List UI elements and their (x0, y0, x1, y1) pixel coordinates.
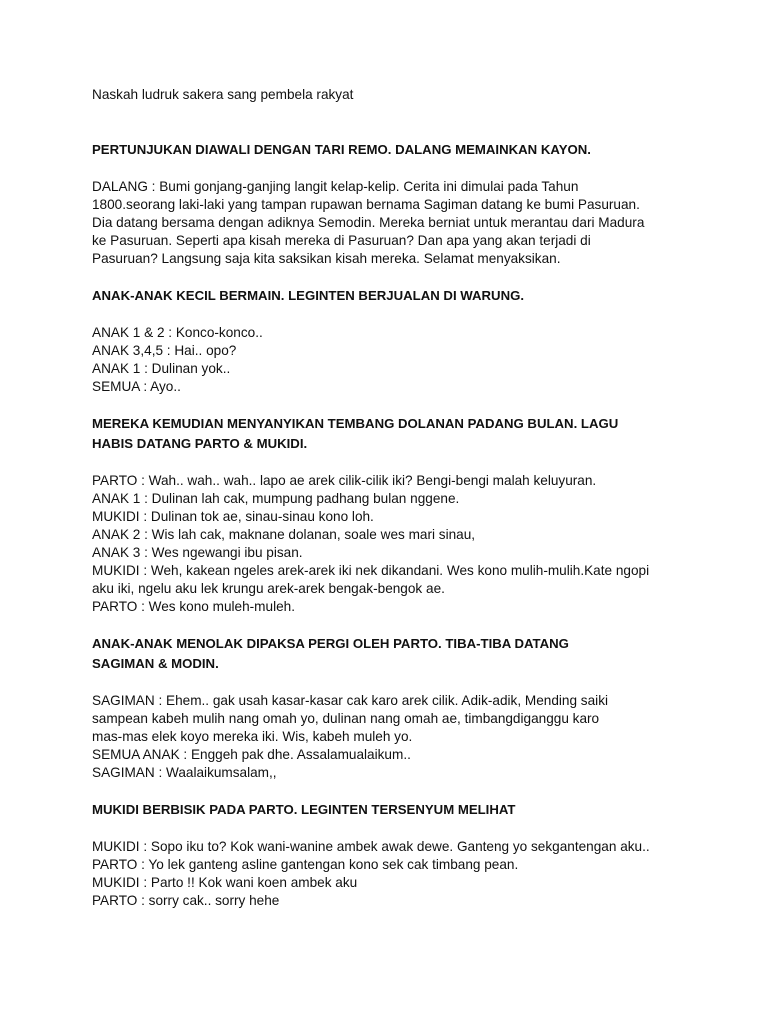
stage-direction-line: MEREKA KEMUDIAN MENYANYIKAN TEMBANG DOLANAN PADANG BULAN. LAGU (92, 416, 619, 431)
dialogue-line: mas-mas elek koyo mereka iki. Wis, kabeh muleh yo. (92, 729, 413, 744)
stage-direction-3 (92, 414, 692, 454)
stage-direction-1 (92, 140, 692, 160)
dialogue-line: ANAK 3,4,5 : Hai.. opo? (92, 343, 237, 358)
dialogue-block-2 (92, 324, 692, 396)
stage-direction-4 (92, 634, 692, 674)
dialogue-line: 1800.seorang laki-laki yang tampan rupawan bernama Sagiman datang ke bumi Pasuruan. (92, 197, 640, 212)
dialogue-line: MUKIDI : Sopo iku to? Kok wani-wanine ambek awak dewe. Ganteng yo sekgantengan aku.. (92, 839, 650, 854)
stage-direction-line: PERTUNJUKAN DIAWALI DENGAN TARI REMO. DALANG MEMAINKAN KAYON. (92, 142, 591, 157)
dialogue-block-3 (92, 472, 692, 616)
dialogue-line: SEMUA ANAK : Enggeh pak dhe. Assalamualaikum.. (92, 747, 411, 762)
dialogue-line: Dia datang bersama dengan adiknya Semodin. Mereka berniat untuk merantau dari Madura (92, 215, 645, 230)
stage-direction-line: ANAK-ANAK KECIL BERMAIN. LEGINTEN BERJUALAN DI WARUNG. (92, 288, 525, 303)
dialogue-line: sampean kabeh mulih nang omah yo, dulinan nang omah ae, timbangdiganggu karo (92, 711, 600, 726)
dialogue-line: PARTO : Yo lek ganteng asline gantengan kono sek cak timbang pean. (92, 857, 519, 872)
dialogue-line: ANAK 3 : Wes ngewangi ibu pisan. (92, 545, 303, 560)
document-title: Naskah ludruk sakera sang pembela rakyat (92, 87, 354, 102)
dialogue-line: MUKIDI : Dulinan tok ae, sinau-sinau kono loh. (92, 509, 374, 524)
stage-direction-line: MUKIDI BERBISIK PADA PARTO. LEGINTEN TERSENYUM MELIHAT (92, 802, 516, 817)
stage-direction-line: SAGIMAN & MODIN. (92, 656, 219, 671)
dialogue-line: SAGIMAN : Waalaikumsalam,, (92, 765, 277, 780)
dialogue-line: MUKIDI : Parto !! Kok wani koen ambek aku (92, 875, 358, 890)
dialogue-line: DALANG : Bumi gonjang-ganjing langit kelap-kelip. Cerita ini dimulai pada Tahun (92, 179, 579, 194)
dialogue-line: PARTO : sorry cak.. sorry hehe (92, 893, 280, 908)
stage-direction-2 (92, 286, 692, 306)
dialogue-line: PARTO : Wes kono muleh-muleh. (92, 599, 295, 614)
dialogue-line: Pasuruan? Langsung saja kita saksikan kisah mereka. Selamat menyaksikan. (92, 251, 561, 266)
dialogue-line: ANAK 1 & 2 : Konco-konco.. (92, 325, 263, 340)
dialogue-line: SAGIMAN : Ehem.. gak usah kasar-kasar cak karo arek cilik. Adik-adik, Mending saiki (92, 693, 609, 708)
dialogue-line: aku iki, ngelu aku lek krungu arek-arek bengak-bengok ae. (92, 581, 445, 596)
dialogue-line: SEMUA : Ayo.. (92, 379, 181, 394)
dialogue-block-5 (92, 838, 692, 910)
dialogue-line: MUKIDI : Weh, kakean ngeles arek-arek iki nek dikandani. Wes kono mulih-mulih.Kate ngopi (92, 563, 650, 578)
dialogue-line: ANAK 2 : Wis lah cak, maknane dolanan, soale wes mari sinau, (92, 527, 476, 542)
dialogue-block-1 (92, 178, 692, 268)
dialogue-line: ke Pasuruan. Seperti apa kisah mereka di Pasuruan? Dan apa yang akan terjadi di (92, 233, 591, 248)
document-page (92, 86, 692, 928)
stage-direction-5 (92, 800, 692, 820)
dialogue-line: ANAK 1 : Dulinan yok.. (92, 361, 231, 376)
stage-direction-line: ANAK-ANAK MENOLAK DIPAKSA PERGI OLEH PARTO. TIBA-TIBA DATANG (92, 636, 569, 651)
stage-direction-line: HABIS DATANG PARTO & MUKIDI. (92, 436, 308, 451)
dialogue-line: PARTO : Wah.. wah.. wah.. lapo ae arek cilik-cilik iki? Bengi-bengi malah keluyuran. (92, 473, 597, 488)
dialogue-block-4 (92, 692, 692, 782)
dialogue-line: ANAK 1 : Dulinan lah cak, mumpung padhang bulan nggene. (92, 491, 460, 506)
